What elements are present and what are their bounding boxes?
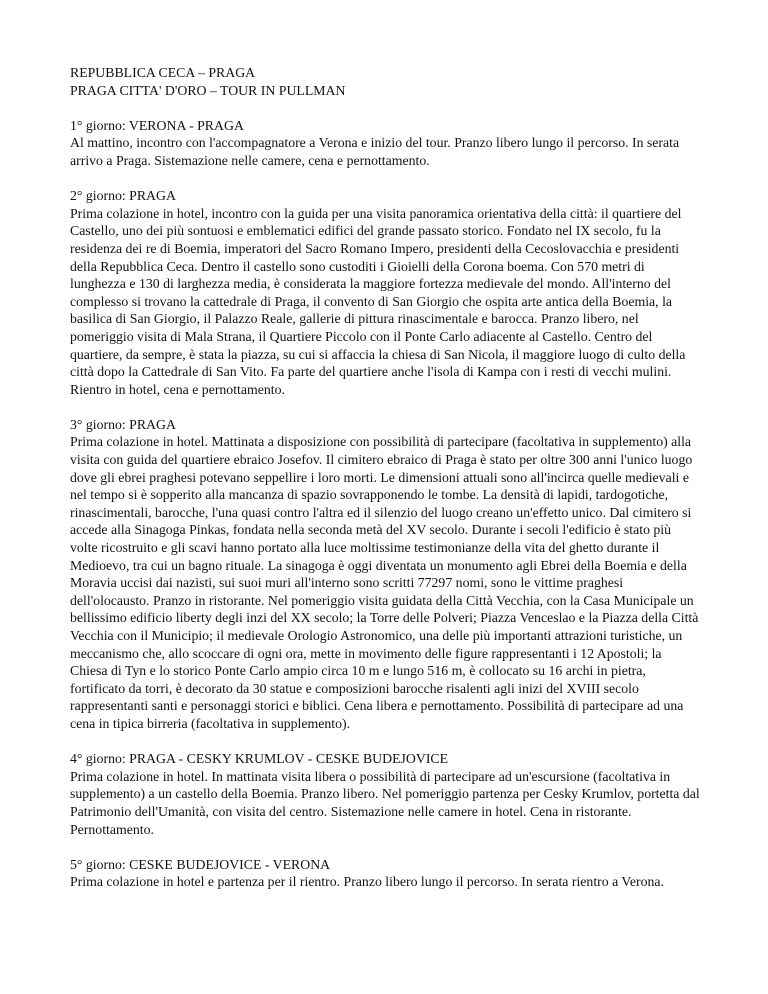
section-body: Prima colazione in hotel. Mattinata a disposizione con possibilità di partecipare (facoltativa in supplemento) alla visita con guida del quartiere ebraico Josefov. Il cimitero ebraico di Praga è stato per oltre 300 anni l'unico luogo dove gli ebrei praghesi potevano seppellire i loro morti. Le dimensioni attuali sono all'incirca quelle medievali e nel tempo si è sopperito alla mancanza di spazio sovrapponendo le tombe. La densità di lapidi, tardogotiche, rinascimentali, barocche, l'una quasi contro l'altra ed il silenzio del luogo creano un'effetto unico. Dal cimitero si accede alla Sinagoga Pinkas, fondata nella seconda metà del XV secolo. Durante i secoli l'edificio è stato più volte ricostruito e gli scavi hanno portato alla luce moltissime testimonianze della vita del ghetto durante il Medioevo, tra cui un bagno rituale. La sinagoga è oggi diventata un monumento agli Ebrei della Boemia e della Moravia uccisi dai nazisti, sui suoi muri all'interno sono scritti 77297 nomi, sono le vittime praghesi dell'olocausto. Pranzo in ristorante. Nel pomeriggio visita guidata della Città Vecchia, con la Casa Municipale un bellissimo edificio liberty degli inzi del XX secolo; la Torre delle Polveri; Piazza Venceslao e la Piazza della Città Vecchia con il Municipio; il medievale Orologio Astronomico, una delle più importanti attrazioni turistiche, un meccanismo che, allo scoccare di ogni ora, mette in movimento delle figure rappresentanti i 12 Apostoli; la Chiesa di Tyn e lo storico Ponte Carlo ampio circa 10 m e lungo 516 m, è collocato su 16 archi in pietra, fortificato da torri, è decorato da 30 statue e composizioni barocche risalenti agli inizi del XVIII secolo rappresentanti santi e personaggi storici e biblici. Cena libera e pernottamento. Possibilità di partecipare ad una cena in tipica birreria (facoltativa in supplemento). bbox=[70, 434, 702, 731]
itinerary-section bbox=[70, 416, 702, 733]
section-body: Prima colazione in hotel. In mattinata visita libera o possibilità di partecipare ad un'escursione (facoltativa in supplemento) a un castello della Boemia. Pranzo libero. Nel pomeriggio partenza per Cesky Krumlov, portetta dal Patrimonio dell'Umanità, con visita del centro. Sistemazione nelle camere in hotel. Cena in ristorante. Pernottamento. bbox=[70, 768, 704, 837]
section-heading: 5° giorno: CESKE BUDEJOVICE - VERONA bbox=[70, 856, 331, 872]
section-body: Prima colazione in hotel e partenza per il rientro. Pranzo libero lungo il percorso. In serata rientro a Verona. bbox=[70, 874, 664, 890]
section-heading: 3° giorno: PRAGA bbox=[70, 416, 176, 432]
section-body: Prima colazione in hotel, incontro con la guida per una visita panoramica orientativa della città: il quartiere del Castello, uno dei più sontuosi e emblematici edifici del grande passato storico. Fondato nel IX secolo, fu la residenza dei re di Boemia, imperatori del Sacro Romano Impero, presidenti della Cecoslovacchia e presidenti della Repubblica Ceca. Dentro il castello sono custoditi i Gioielli della Corona boema. Con 570 metri di lunghezza e 130 di larghezza media, è considerata la maggiore fortezza medievale del mondo. All'interno del complesso si trovano la cattedrale di Praga, il convento di San Giorgio che ospita arte antica della Boemia, la basilica di San Giorgio, il Palazzo Reale, gallerie di pittura rinascimentale e barocca. Pranzo libero, nel pomeriggio visita di Mala Strana, il Quartiere Piccolo con il Ponte Carlo adiacente al Castello. Centro del quartiere, da sempre, è stata la piazza, su cui si affaccia la chiesa di San Nicola, il maggiore luogo di culto della città dopo la Cattedrale di San Vito. Fa parte del quartiere anche l'isola di Kampa con i resti di vecchi mulini. Rientro in hotel, cena e pernottamento. bbox=[70, 205, 689, 397]
section-body: Al mattino, incontro con l'accompagnatore a Verona e inizio del tour. Pranzo libero lungo il percorso. In serata arrivo a Praga. Sistemazione nelle camere, cena e pernottamento. bbox=[70, 135, 683, 168]
itinerary-section bbox=[70, 117, 702, 170]
document-title-line-1: REPUBBLICA CECA – PRAGA bbox=[70, 65, 256, 80]
document-title-block bbox=[70, 64, 702, 99]
itinerary-section bbox=[70, 187, 702, 398]
itinerary-section bbox=[70, 750, 702, 838]
section-heading: 4° giorno: PRAGA - CESKY KRUMLOV - CESKE BUDEJOVICE bbox=[70, 751, 449, 767]
section-heading: 1° giorno: VERONA - PRAGA bbox=[70, 117, 244, 133]
itinerary-section bbox=[70, 856, 702, 891]
itinerary-sections bbox=[70, 117, 702, 891]
section-heading: 2° giorno: PRAGA bbox=[70, 188, 176, 204]
document-title-line-2: PRAGA CITTA' D'ORO – TOUR IN PULLMAN bbox=[70, 82, 346, 98]
